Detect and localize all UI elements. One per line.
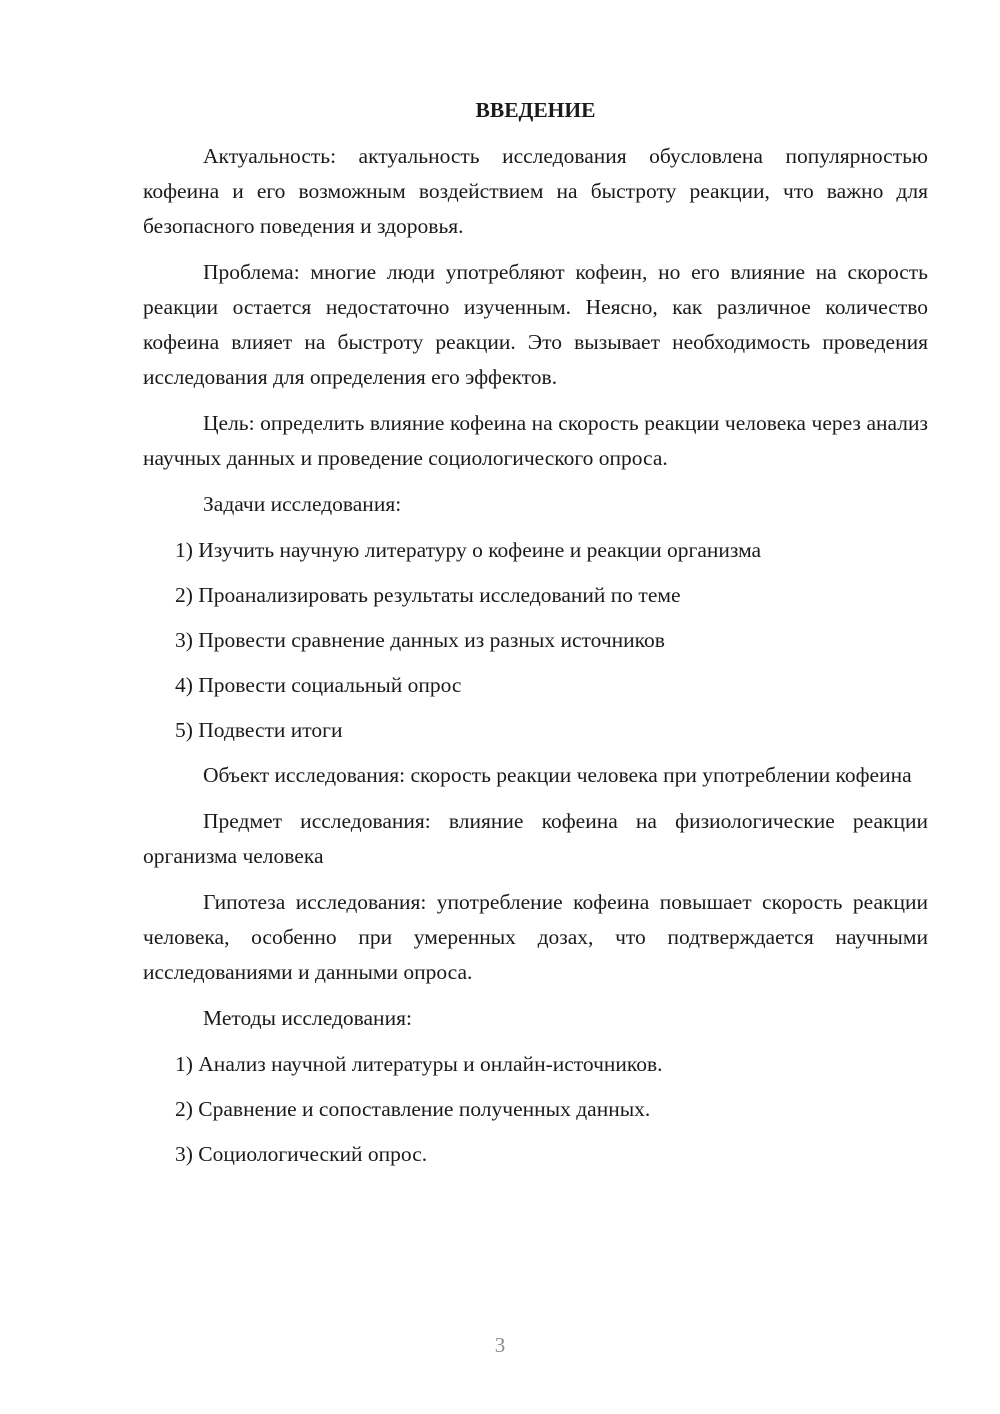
methods-heading: Методы исследования: xyxy=(203,1006,412,1030)
goal-paragraph: Цель: определить влияние кофеина на скорость реакции человека через анализ научных данных и проведение социологического опроса. xyxy=(143,411,928,470)
object-paragraph: Объект исследования: скорость реакции человека при употреблении кофеина xyxy=(203,763,912,787)
document-page xyxy=(143,95,928,1182)
list-item: 3) Социологический опрос. xyxy=(175,1142,428,1166)
list-item: 1) Изучить научную литературу о кофеине и реакции организма xyxy=(175,538,762,562)
list-item: 1) Анализ научной литературы и онлайн-источников. xyxy=(175,1052,663,1076)
list-item: 4) Провести социальный опрос xyxy=(175,673,462,697)
hypothesis-paragraph: Гипотеза исследования: употребление кофеина повышает скорость реакции человека, особенно при умеренных дозах, что подтверждается научными исследованиями и данными опроса. xyxy=(143,890,928,984)
tasks-list xyxy=(143,533,928,748)
relevance-paragraph: Актуальность: актуальность исследования обусловлена популярностью кофеина и его возможным воздействием на быстроту реакции, что важно для безопасного поведения и здоровья. xyxy=(143,144,928,238)
section-title: ВВЕДЕНИЕ xyxy=(475,98,596,122)
list-item: 2) Проанализировать результаты исследований по теме xyxy=(175,583,681,607)
list-item: 5) Подвести итоги xyxy=(175,718,343,742)
list-item: 2) Сравнение и сопоставление полученных данных. xyxy=(175,1097,651,1121)
tasks-heading: Задачи исследования: xyxy=(203,492,402,516)
page-number: 3 xyxy=(494,1333,506,1357)
subject-paragraph: Предмет исследования: влияние кофеина на физиологические реакции организма человека xyxy=(143,809,928,868)
problem-paragraph: Проблема: многие люди употребляют кофеин, но его влияние на скорость реакции остается недостаточно изученным. Неясно, как различное количество кофеина влияет на быстроту реакции. Это вызывает необходимость проведения исследования для определения его эффектов. xyxy=(143,260,928,389)
methods-list xyxy=(143,1047,928,1172)
list-item: 3) Провести сравнение данных из разных источников xyxy=(175,628,665,652)
